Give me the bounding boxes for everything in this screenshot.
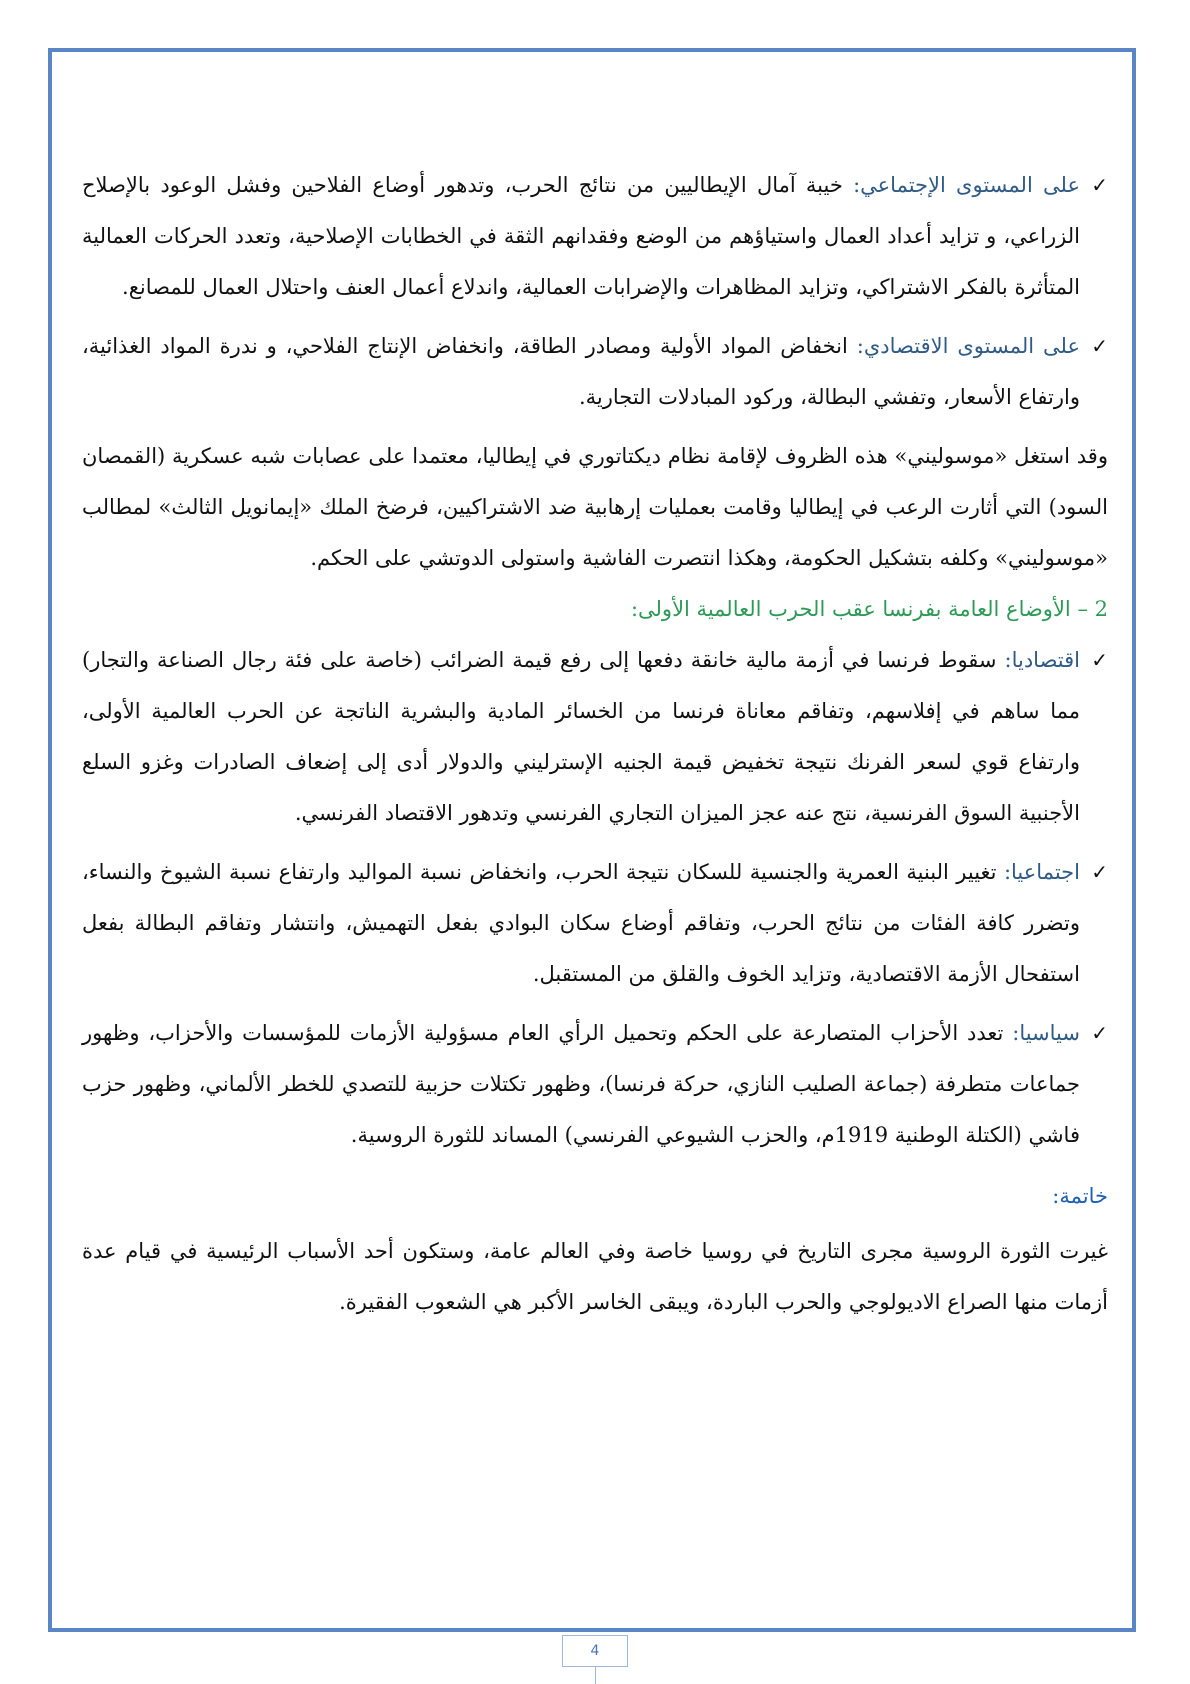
- list-item-italy-economic: [82, 321, 1108, 423]
- item-text: سقوط فرنسا في أزمة مالية خانقة دفعها إلى رفع قيمة الضرائب (خاصة على فئة رجال الصناعة والتجار) مما ساهم في إفلاسهم، وتفاقم معاناة فرنسا من الخسائر المادية والبشرية الناتجة عن الحرب العالمية الأولى، وارتفاع قوي لسعر الفرنك نتيجة تخفيض قيمة الجنيه الإسترليني والدولار أدى إلى إضعاف الصادرات وغزو السلع الأجنبية السوق الفرنسية، نتج عنه عجز الميزان التجاري الفرنسي وتدهور الاقتصاد الفرنسي.: [82, 648, 1080, 825]
- page-number-connector: [595, 1667, 596, 1684]
- item-text: تعدد الأحزاب المتصارعة على الحكم وتحميل الرأي العام مسؤولية الأزمات للمؤسسات والأحزاب، وظهور جماعات متطرفة (جماعة الصليب النازي، حركة فرنسا)، وظهور تكتلات حزبية للتصدي للخطر الألماني، وظهور حزب فاشي (الكتلة الوطنية 1919م، والحزب الشيوعي الفرنسي) المساند للثورة الروسية.: [82, 1021, 1080, 1147]
- item-label: سياسيا:: [1012, 1021, 1080, 1045]
- document-body: [82, 160, 1108, 1328]
- list-item-italy-social: [82, 160, 1108, 313]
- list-item-france-political: [82, 1008, 1108, 1161]
- checkmark-icon: ✓: [1091, 173, 1108, 197]
- item-text: خيبة آمال الإيطاليين من نتائج الحرب، وتدهور أوضاع الفلاحين وفشل الوعود بالإصلاح الزراعي، و تزايد أعداد العمال واستياؤهم من الوضع وفقدانهم الثقة في الخطابات الإصلاحية، وتعدد الحركات العمالية المتأثرة بالفكر الاشتراكي، وتزايد المظاهرات والإضرابات العمالية، واندلاع أعمال العنف واحتلال العمال للمصانع.: [82, 173, 1080, 299]
- item-label: على المستوى الاقتصادي:: [856, 334, 1080, 358]
- page-number: 4: [562, 1635, 628, 1667]
- checkmark-icon: ✓: [1091, 334, 1108, 358]
- checkmark-icon: ✓: [1091, 860, 1108, 884]
- item-label: اقتصاديا:: [1004, 648, 1080, 672]
- checkmark-icon: ✓: [1091, 648, 1108, 672]
- checkmark-icon: ✓: [1091, 1021, 1108, 1045]
- list-item-france-economic: [82, 635, 1108, 839]
- item-label: اجتماعيا:: [1003, 860, 1080, 884]
- conclusion-text: غيرت الثورة الروسية مجرى التاريخ في روسيا خاصة وفي العالم عامة، وستكون أحد الأسباب الرئيسية في قيام عدة أزمات منها الصراع الاديولوجي والحرب الباردة، ويبقى الخاسر الأكبر هي الشعوب الفقيرة.: [82, 1239, 1108, 1314]
- conclusion-heading: خاتمة:: [1052, 1184, 1108, 1208]
- list-item-france-social: [82, 847, 1108, 1000]
- item-text: تغيير البنية العمرية والجنسية للسكان نتيجة الحرب، وانخفاض نسبة المواليد وارتفاع نسبة الشيوخ والنساء، وتضرر كافة الفئات من نتائج الحرب، وتفاقم أوضاع سكان البوادي بفعل التهميش، وانتشار وتفاقم البطالة بفعل استفحال الأزمة الاقتصادية، وتزايد الخوف والقلق من المستقبل.: [82, 860, 1080, 986]
- paragraph-mussolini: وقد استغل «موسوليني» هذه الظروف لإقامة نظام ديكتاتوري في إيطاليا، معتمدا على عصابات شبه عسكرية (القمصان السود) التي أثارت الرعب في إيطاليا وقامت بعمليات إرهابية ضد الاشتراكيين، فرضخ الملك «إيمانويل الثالث» لمطالب «موسوليني» وكلفه بتشكيل الحكومة، وهكذا انتصرت الفاشية واستولى الدوتشي على الحكم.: [82, 444, 1108, 570]
- item-label: على المستوى الإجتماعي:: [853, 173, 1080, 197]
- item-text: انخفاض المواد الأولية ومصادر الطاقة، وانخفاض الإنتاج الفلاحي، و ندرة المواد الغذائية، وارتفاع الأسعار، وتفشي البطالة، وركود المبادلات التجارية.: [82, 334, 1080, 409]
- section-heading-france: 2 – الأوضاع العامة بفرنسا عقب الحرب العالمية الأولى:: [630, 597, 1108, 621]
